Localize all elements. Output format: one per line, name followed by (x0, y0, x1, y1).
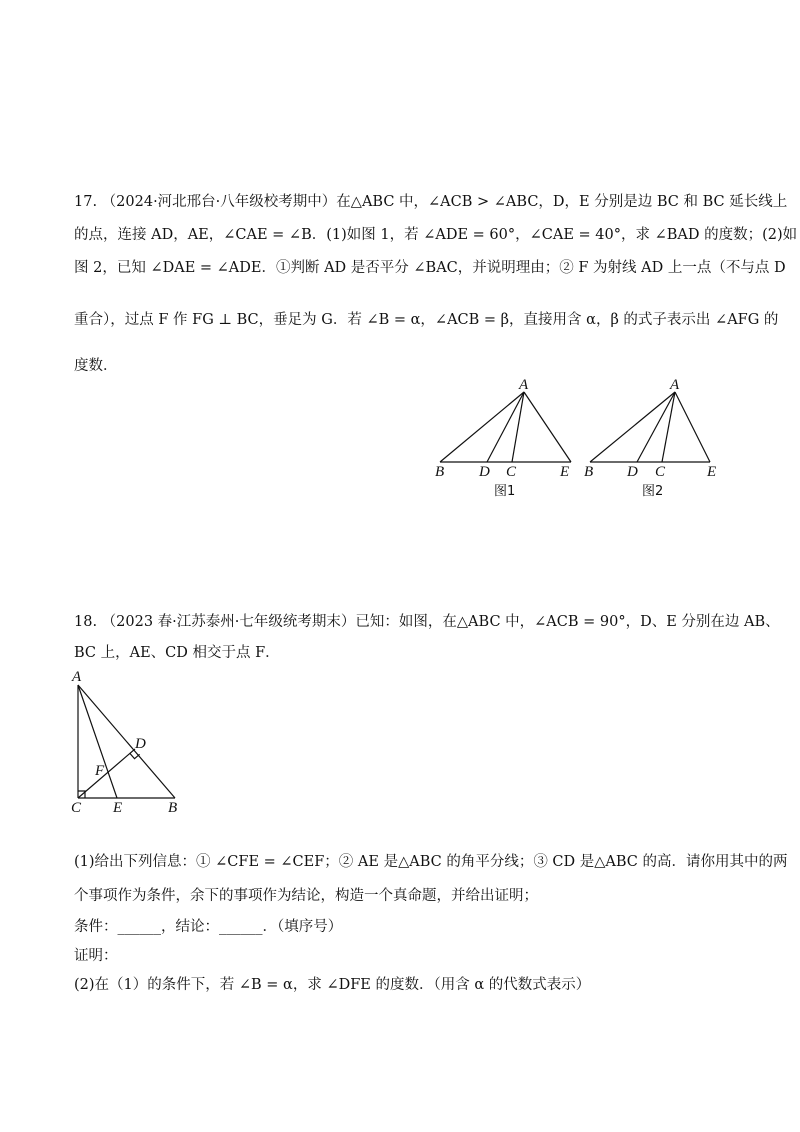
q17-line-3: 图 2，已知 ∠DAE = ∠ADE．①判断 AD 是否平分 ∠BAC，并说明理由；② F 为射线 AD 上一点（不与点 D (74, 260, 786, 276)
q18-conditions: 条件：______，结论：______．（填序号） (74, 919, 343, 935)
q18-label-d: D (135, 736, 146, 752)
q18-part2: (2)在（1）的条件下，若 ∠B = α，求 ∠DFE 的度数．（用含 α 的代数式表示） (74, 977, 591, 993)
fig1-label-e: E (560, 464, 570, 480)
q18-label-b: B (168, 800, 178, 816)
q18-line-2: BC 上，AE、CD 相交于点 F． (74, 645, 280, 661)
fig2-label-c: C (655, 464, 666, 480)
fig1-label-d: D (479, 464, 490, 480)
q17-line-1: 17. （2024·河北邢台·八年级校考期中）在△ABC 中，∠ACB > ∠ABC，D，E 分别是边 BC 和 BC 延长线上 (74, 194, 788, 210)
q17-figure-1 (430, 372, 580, 502)
q18-part1-line-1: (1)给出下列信息：① ∠CFE = ∠CEF；② AE 是△ABC 的角平分线；③ CD 是△ABC 的高．请你用其中的两 (74, 854, 788, 870)
q18-label-e: E (113, 800, 123, 816)
q18-figure (68, 668, 193, 818)
fig1-label-b: B (435, 464, 445, 480)
q17-line-4: 重合），过点 F 作 FG ⊥ BC，垂足为 G．若 ∠B = α，∠ACB = β，直接用含 α，β 的式子表示出 ∠AFG 的 (74, 312, 779, 328)
q18-line-1: 18. （2023 春·江苏泰州·七年级统考期末）已知：如图，在△ABC 中，∠ACB = 90°，D、E 分别在边 AB、 (74, 614, 780, 630)
q18-label-a: A (72, 669, 82, 685)
q18-label-c: C (71, 800, 82, 816)
q17-line-2: 的点，连接 AD，AE，∠CAE = ∠B．(1)如图 1，若 ∠ADE = 60°，∠CAE = 40°，求 ∠BAD 的度数；(2)如 (74, 227, 798, 243)
fig2-label-e: E (707, 464, 717, 480)
fig2-label-b: B (584, 464, 594, 480)
fig1-label-c: C (506, 464, 517, 480)
fig1-label-a: A (519, 377, 529, 393)
fig1-caption: 图1 (494, 484, 516, 499)
q18-label-f: F (95, 763, 105, 779)
fig2-label-d: D (627, 464, 638, 480)
q17-line-5: 度数． (74, 358, 118, 374)
q18-proof: 证明： (74, 948, 118, 964)
q17-figure-2 (580, 372, 730, 502)
fig2-caption: 图2 (642, 484, 664, 499)
fig2-label-a: A (670, 377, 680, 393)
q18-part1-line-2: 个事项作为条件，余下的事项作为结论，构造一个真命题，并给出证明； (74, 888, 538, 904)
